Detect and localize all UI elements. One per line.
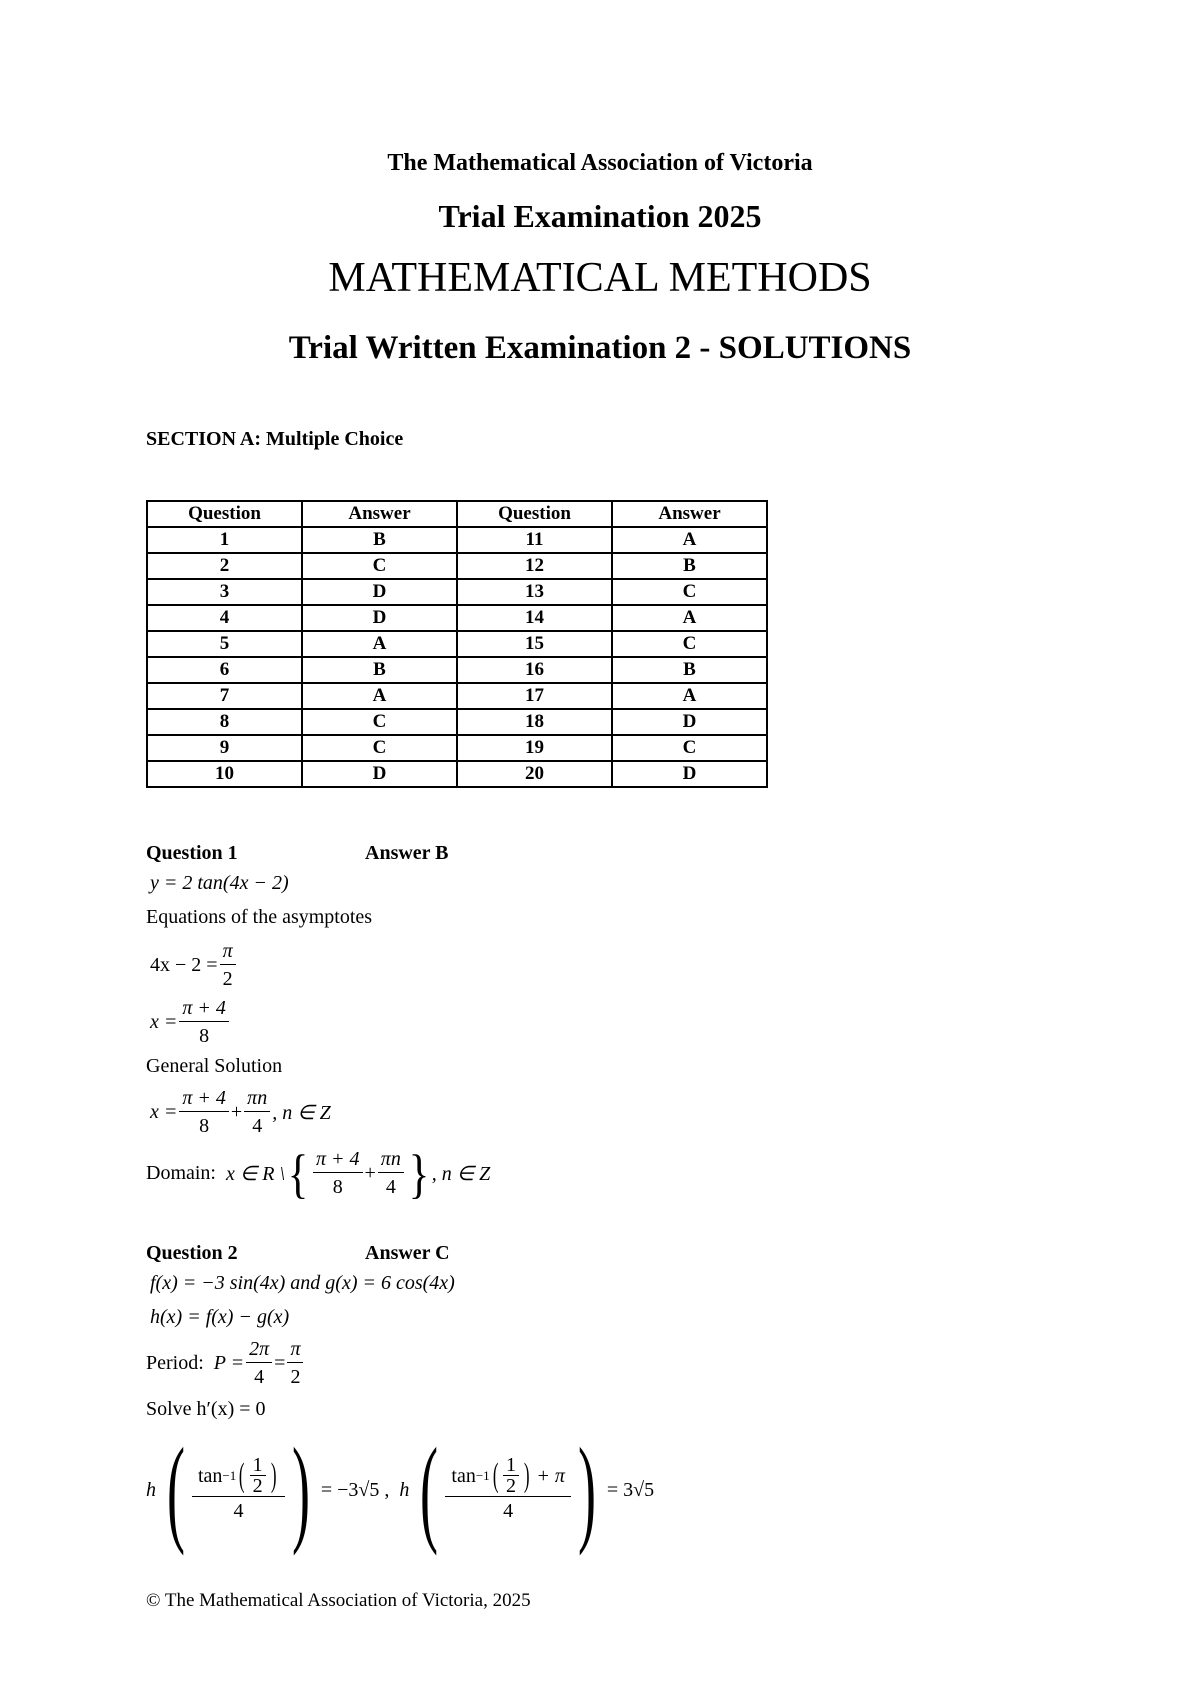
table-cell: 6	[147, 657, 302, 683]
table-cell: C	[302, 709, 457, 735]
domain-fraction-1	[313, 1146, 363, 1201]
h1-value: = −3√5 ,	[320, 1478, 390, 1501]
left-brace: {	[287, 1143, 309, 1204]
table-cell: 13	[457, 579, 612, 605]
q1-equation-4	[150, 1085, 331, 1140]
h2-fraction	[445, 1455, 570, 1525]
left-paren: (	[492, 1456, 499, 1494]
denominator: 8	[332, 1176, 343, 1198]
left-paren: (	[420, 1423, 439, 1556]
table-cell: C	[302, 553, 457, 579]
plus-pi: + π	[536, 1464, 565, 1487]
table-cell: B	[612, 657, 767, 683]
table-cell: 1	[147, 527, 302, 553]
table-cell: 18	[457, 709, 612, 735]
table-cell: A	[302, 683, 457, 709]
table-cell: 7	[147, 683, 302, 709]
column-header: Question	[457, 501, 612, 527]
domain-fraction-2	[378, 1146, 404, 1201]
column-header: Answer	[612, 501, 767, 527]
table-row	[147, 605, 767, 631]
table-cell: 5	[147, 631, 302, 657]
table-cell: 9	[147, 735, 302, 761]
q2-label: Question 2	[146, 1242, 238, 1264]
table-cell: A	[612, 527, 767, 553]
table-cell: 17	[457, 683, 612, 709]
right-brace: }	[408, 1143, 430, 1204]
table-cell: D	[612, 709, 767, 735]
h2-value: = 3√5	[606, 1478, 655, 1501]
numerator: π + 4	[179, 1085, 229, 1112]
table-cell: 10	[147, 761, 302, 787]
q1-eq2-lhs: 4x − 2 =	[150, 954, 218, 976]
table-cell: D	[302, 761, 457, 787]
q2-equation-2: h(x) = f(x) − g(x)	[150, 1306, 290, 1328]
q1-eq3-fraction	[179, 995, 229, 1050]
q2-answer: Answer C	[365, 1242, 450, 1264]
half-fraction	[250, 1455, 266, 1496]
table-cell: A	[302, 631, 457, 657]
table-cell: C	[612, 631, 767, 657]
column-header: Answer	[302, 501, 457, 527]
q1-domain	[146, 1143, 491, 1204]
tan-text: tan	[197, 1464, 223, 1487]
table-row	[147, 579, 767, 605]
q1-eq4-fraction-1	[179, 1085, 229, 1140]
h1-fraction	[192, 1455, 285, 1525]
h-function: h	[399, 1478, 410, 1501]
table-cell: 3	[147, 579, 302, 605]
q1-eq4-tail: , n ∈ Z	[272, 1102, 331, 1124]
exam-title: Trial Examination 2025	[438, 198, 762, 234]
table-cell: B	[302, 657, 457, 683]
table-cell: 16	[457, 657, 612, 683]
q1-general-text: General Solution	[146, 1055, 283, 1077]
q1-eq3-lhs: x =	[150, 1011, 178, 1033]
q1-eq2-fraction	[220, 938, 236, 993]
h1-numerator	[192, 1455, 285, 1497]
q1-eq4-lhs: x =	[150, 1101, 178, 1123]
table-row	[147, 683, 767, 709]
q1-equation-2	[150, 938, 238, 993]
numerator: πn	[244, 1085, 270, 1112]
table-cell: D	[302, 605, 457, 631]
numerator: πn	[378, 1146, 404, 1173]
denominator: 8	[199, 1025, 210, 1047]
paper-title: Trial Written Examination 2 - SOLUTIONS	[288, 330, 912, 366]
subject-title: MATHEMATICAL METHODS	[328, 255, 872, 301]
equals-sign: =	[274, 1352, 286, 1374]
half-fraction	[503, 1455, 519, 1496]
table-cell: C	[612, 735, 767, 761]
denominator: 2	[290, 1366, 301, 1388]
denominator: 4	[233, 1500, 244, 1522]
right-paren: )	[270, 1456, 277, 1494]
numerator: π	[287, 1336, 303, 1363]
plus-sign: +	[230, 1101, 243, 1123]
q2-solve: Solve h′(x) = 0	[146, 1398, 266, 1420]
q1-equation-1: y = 2 tan(4x − 2)	[150, 872, 289, 894]
table-row	[147, 553, 767, 579]
numerator: π + 4	[179, 995, 229, 1022]
table-row	[147, 709, 767, 735]
table-row	[147, 657, 767, 683]
period-lhs: P =	[213, 1352, 245, 1374]
domain-tail: , n ∈ Z	[431, 1163, 491, 1185]
numerator: π	[220, 938, 236, 965]
q1-eq4-fraction-2	[244, 1085, 270, 1140]
q1-label: Question 1	[146, 842, 238, 864]
right-paren: )	[291, 1423, 310, 1556]
denominator: 4	[385, 1176, 396, 1198]
table-row	[147, 761, 767, 787]
domain-label: Domain:	[146, 1162, 216, 1184]
exponent: −1	[475, 1467, 490, 1483]
left-paren: (	[166, 1423, 185, 1556]
table-cell: 19	[457, 735, 612, 761]
table-cell: 20	[457, 761, 612, 787]
period-fraction-1	[246, 1336, 272, 1391]
denominator: 2	[222, 968, 233, 990]
table-row	[147, 527, 767, 553]
right-paren: )	[523, 1456, 530, 1494]
period-fraction-2	[287, 1336, 303, 1391]
denominator: 2	[252, 1475, 263, 1497]
denominator: 4	[503, 1500, 514, 1522]
denominator: 4	[252, 1115, 263, 1137]
tan-text: tan	[451, 1464, 476, 1487]
period-label: Period:	[146, 1352, 204, 1374]
answer-table	[146, 500, 768, 788]
table-cell: C	[612, 579, 767, 605]
table-cell: C	[302, 735, 457, 761]
table-cell: 4	[147, 605, 302, 631]
table-cell: 2	[147, 553, 302, 579]
q2-equation-1: f(x) = −3 sin(4x) and g(x) = 6 cos(4x)	[150, 1272, 455, 1294]
left-paren: (	[239, 1456, 245, 1494]
h-function: h	[146, 1478, 156, 1501]
answer-table-body	[147, 527, 767, 787]
q2-period	[146, 1336, 305, 1391]
table-cell: D	[612, 761, 767, 787]
table-row	[147, 631, 767, 657]
plus-sign: +	[364, 1162, 376, 1184]
column-header: Question	[147, 501, 302, 527]
table-row	[147, 735, 767, 761]
table-cell: A	[612, 605, 767, 631]
org-title: The Mathematical Association of Victoria	[387, 150, 813, 176]
domain-set: x ∈ R \	[226, 1163, 286, 1185]
table-cell: B	[612, 553, 767, 579]
table-cell: 15	[457, 631, 612, 657]
table-cell: D	[302, 579, 457, 605]
q1-answer: Answer B	[365, 842, 449, 864]
table-cell: 12	[457, 553, 612, 579]
numerator: 1	[503, 1455, 519, 1476]
numerator: 1	[250, 1455, 266, 1476]
q1-equation-3	[150, 995, 231, 1050]
numerator: π + 4	[313, 1146, 363, 1173]
q2-h-values	[146, 1423, 655, 1556]
table-cell: 11	[457, 527, 612, 553]
numerator: 2π	[246, 1336, 272, 1363]
right-paren: )	[577, 1423, 596, 1556]
h2-numerator	[445, 1455, 570, 1497]
exponent: −1	[222, 1467, 237, 1483]
denominator: 2	[506, 1475, 516, 1497]
section-a-title: SECTION A: Multiple Choice	[146, 428, 404, 450]
table-cell: 8	[147, 709, 302, 735]
table-cell: B	[302, 527, 457, 553]
footer-copyright: © The Mathematical Association of Victoria, 2025	[146, 1590, 531, 1611]
table-cell: 14	[457, 605, 612, 631]
denominator: 4	[254, 1366, 265, 1388]
q1-asymptote-text: Equations of the asymptotes	[146, 906, 373, 928]
denominator: 8	[199, 1115, 210, 1137]
table-cell: A	[612, 683, 767, 709]
table-header-row	[147, 501, 767, 527]
